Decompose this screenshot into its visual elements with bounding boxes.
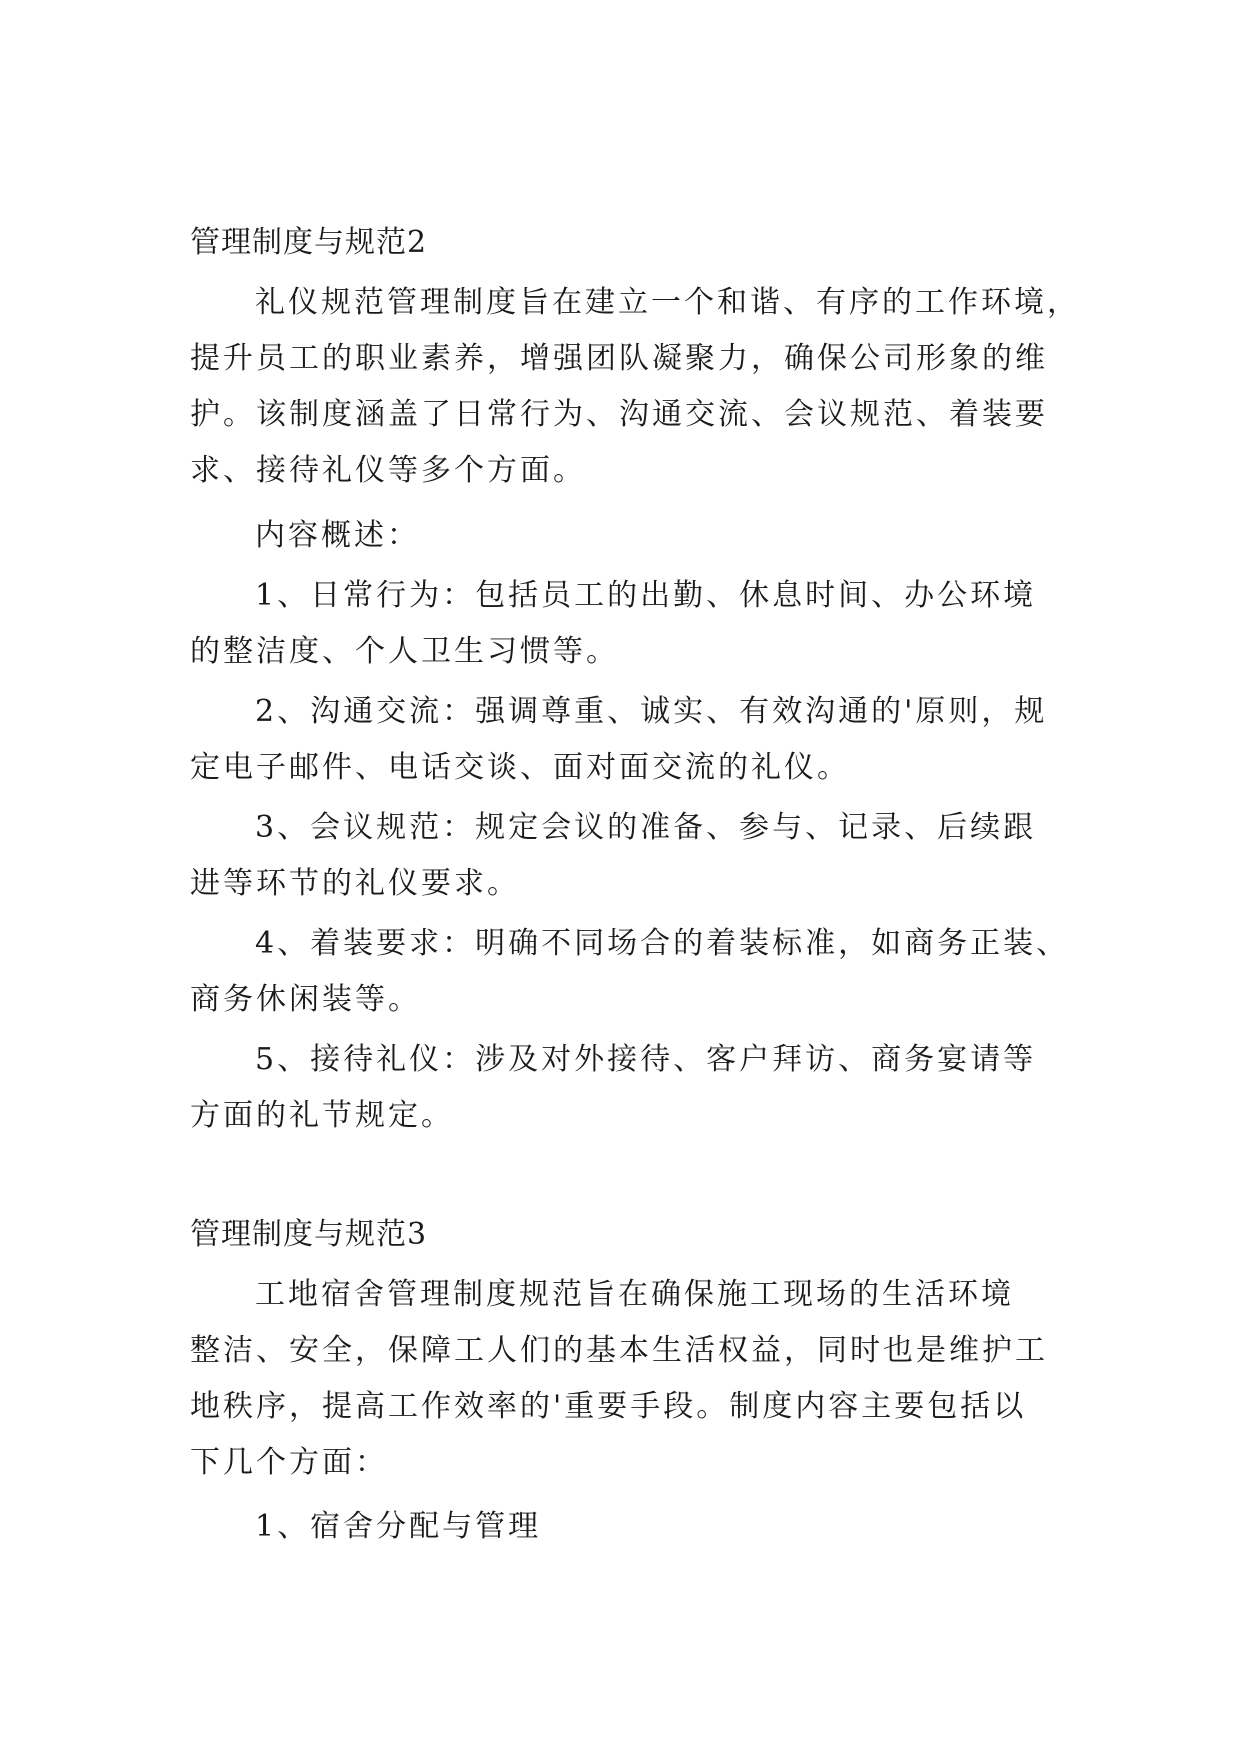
item-2-line-2: 定电子邮件、电话交谈、面对面交流的礼仪。 [190,750,850,785]
section-3-item-1: 1、宿舍分配与管理 [255,1509,542,1544]
item-4-line-2: 商务休闲装等。 [190,982,421,1017]
section-3-intro-line-1: 工地宿舍管理制度规范旨在确保施工现场的生活环境 [255,1277,1014,1312]
item-3-line-1: 3、会议规范：规定会议的准备、参与、记录、后续跟 [255,810,1037,845]
section-2-intro-line-3: 护。该制度涵盖了日常行为、沟通交流、会议规范、着装要 [190,397,1048,432]
item-2-line-1: 2、沟通交流：强调尊重、诚实、有效沟通的'原则，规 [255,694,1048,729]
section-2-heading: 管理制度与规范2 [190,225,428,260]
overview-label: 内容概述： [255,518,420,553]
section-3-intro-line-4: 下几个方面： [190,1445,388,1480]
item-1-line-1: 1、日常行为：包括员工的出勤、休息时间、办公环境 [255,578,1037,613]
section-3-intro-line-3: 地秩序，提高工作效率的'重要手段。制度内容主要包括以 [190,1389,1027,1424]
item-1-line-2: 的整洁度、个人卫生习惯等。 [190,634,619,669]
section-3-intro-line-2: 整洁、安全，保障工人们的基本生活权益，同时也是维护工 [190,1333,1048,1368]
item-4-line-1: 4、着装要求：明确不同场合的着装标准，如商务正装、 [255,926,1070,961]
section-2-intro-line-1: 礼仪规范管理制度旨在建立一个和谐、有序的工作环境， [255,285,1080,320]
section-2-intro-line-2: 提升员工的职业素养，增强团队凝聚力，确保公司形象的维 [190,341,1048,376]
item-5-line-1: 5、接待礼仪：涉及对外接待、客户拜访、商务宴请等 [255,1042,1037,1077]
section-3-heading: 管理制度与规范3 [190,1217,428,1252]
item-5-line-2: 方面的礼节规定。 [190,1098,454,1133]
section-2-intro-line-4: 求、接待礼仪等多个方面。 [190,453,586,488]
item-3-line-2: 进等环节的礼仪要求。 [190,866,520,901]
